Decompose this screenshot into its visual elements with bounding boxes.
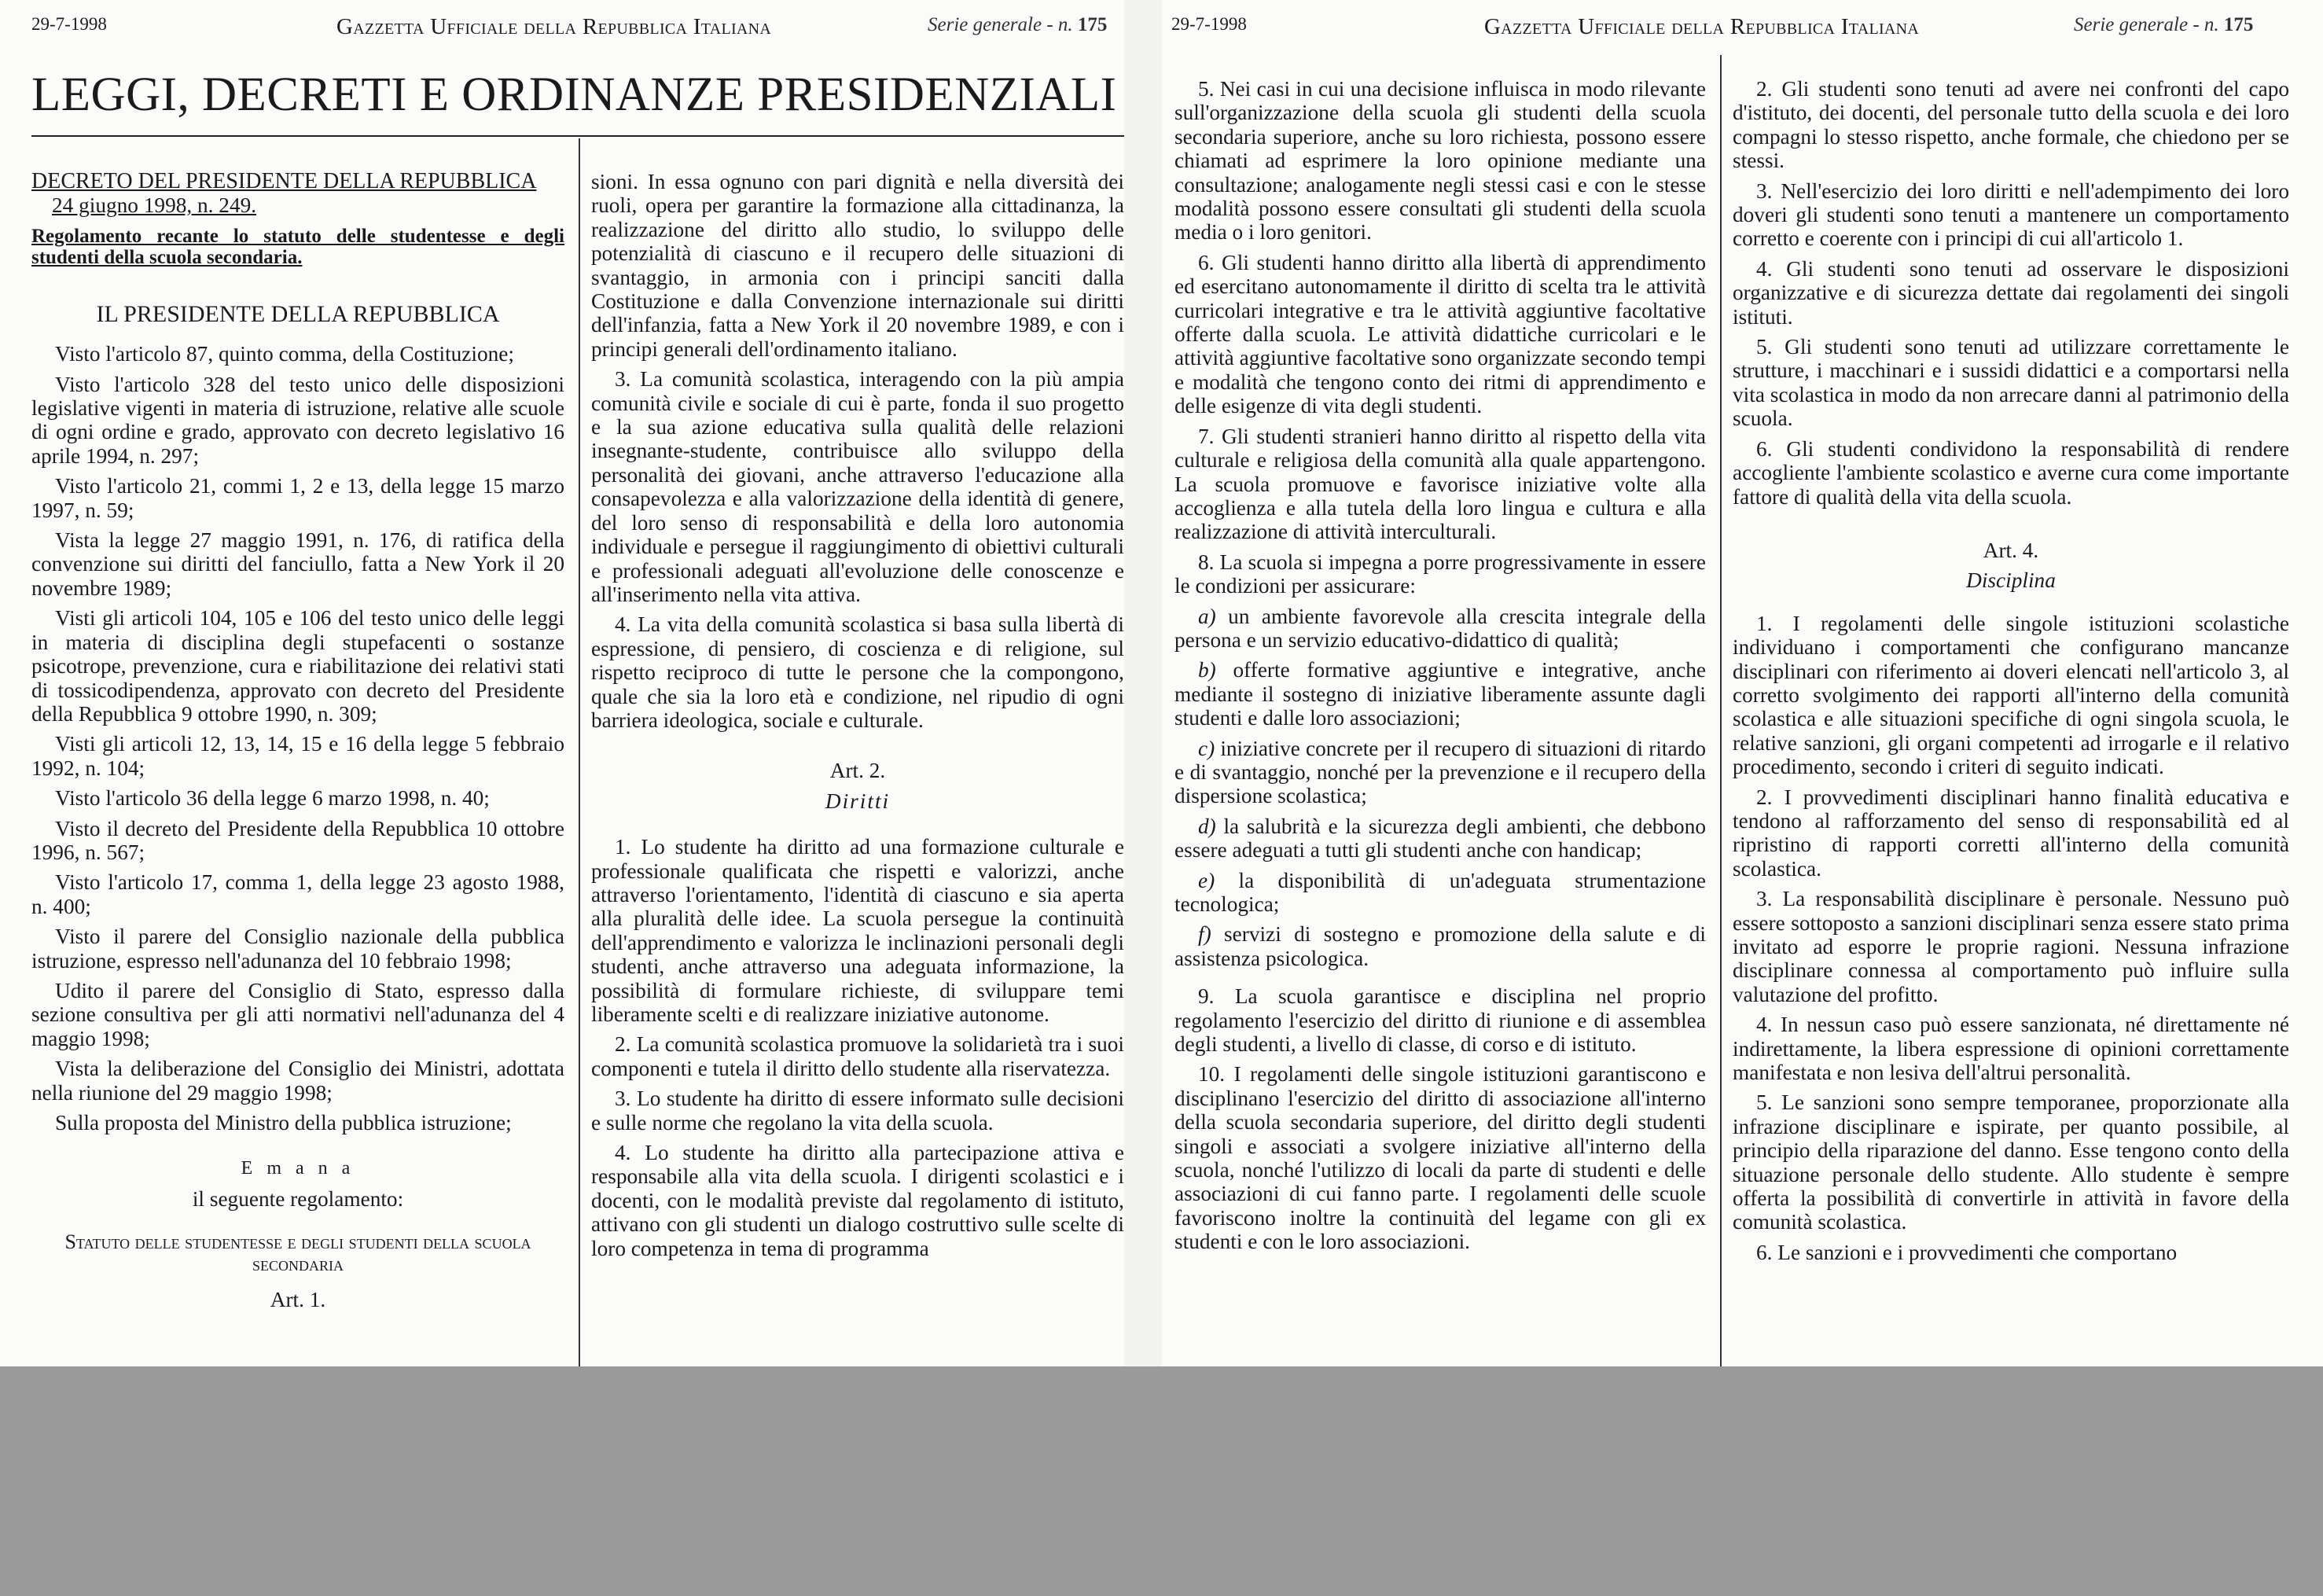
column-separator	[579, 138, 580, 1366]
left-page	[0, 0, 1124, 1366]
right-column-2	[1733, 77, 2289, 1271]
paragraph: 4. La vita della comunità scolastica si basa sulla libertà di espressione, di pensiero, di coscienza e di religione, sul rispetto reciproco di tutte le persone che la compongono, quale che sia la loro età e condizione, nel ripudio di ogni barriera ideologica, sociale e culturale.	[591, 612, 1124, 732]
recital: Visti gli articoli 104, 105 e 106 del testo unico delle leggi in materia di disciplina degli stupefacenti o sostanze psicotrope, prevenzione, cura e riabilitazione dei relativi stati di tossicodipendenza, approvato con decreto del Presidente della Repubblica 9 ottobre 1990, n. 309;	[31, 606, 564, 726]
decree-date-line	[52, 193, 564, 217]
paragraph: 6. Gli studenti condividono la responsabilità di rendere accogliente l'ambiente scolastico e averne cura come importante fattore di qualità della vita della scuola.	[1733, 436, 2289, 509]
header-gazette-title: Gazzetta Ufficiale della Repubblica Italiana	[336, 14, 772, 39]
recital: Visto l'articolo 17, comma 1, della legge 23 agosto 1988, n. 400;	[31, 870, 564, 918]
list-item-letter: a)	[1198, 604, 1216, 628]
paragraph: 8. La scuola si impegna a porre progressivamente in essere le condizioni per assicurare:	[1174, 550, 1706, 598]
paragraph: 3. Nell'esercizio dei loro diritti e nell'adempimento dei loro doveri gli studenti sono tenuti a mantenere un comportamento corretto e coerente con i principi di cui all'articolo 1.	[1733, 178, 2289, 251]
title-rule	[31, 135, 1124, 137]
list-item-letter: d)	[1198, 814, 1216, 838]
paragraph: 2. La comunità scolastica promuove la solidarietà tra i suoi componenti e tutela il diritto dello studente alla riservatezza.	[591, 1032, 1124, 1080]
paragraph: 10. I regolamenti delle singole istituzioni garantiscono e disciplinano l'esercizio del diritto di associazione all'interno della scuola secondaria superiore, del diritto degli studenti singoli e associati a svolgere iniziative all'interno della scuola, nonché l'utilizzo di locali da parte di studenti e delle associazioni di cui fanno parte. I regolamenti delle scuole favoriscono inoltre la continuità del legame con gli ex studenti e con le loro associazioni.	[1174, 1062, 1706, 1254]
list-item-text: la disponibilità di un'adeguata strumentazione tecnologica;	[1174, 868, 1706, 916]
recital: Visto il parere del Consiglio nazionale della pubblica istruzione, espresso nell'adunanza del 10 febbraio 1998;	[31, 925, 564, 973]
page-gutter	[1124, 0, 1162, 1366]
paragraph: 3. La responsabilità disciplinare è personale. Nessuno può essere sottoposto a sanzioni disciplinari senza essere stato prima invitato ad esporre le proprie ragioni. Nessuna infrazione disciplinare connessa al comportamento può influire sulla valutazione del profitto.	[1733, 887, 2289, 1006]
list-item	[1174, 737, 1706, 808]
decree-heading: DECRETO DEL PRESIDENTE DELLA REPUBBLICA	[31, 169, 537, 193]
paragraph: 3. Lo studente ha diritto di essere informato sulle decisioni e sulle norme che regolano la vita della scuola.	[591, 1087, 1124, 1134]
paragraph: 7. Gli studenti stranieri hanno diritto al rispetto della vita culturale e religiosa della comunità alla quale appartengono. La scuola promuove e favorisce iniziative volte alla accoglienza e alla tutela della loro lingua e cultura e alla realizzazione di attività interculturali.	[1174, 424, 1706, 544]
header-date: 29-7-1998	[31, 14, 107, 34]
header-series-label: Serie generale - n.	[928, 14, 1073, 35]
recital: Sulla proposta del Ministro della pubblica istruzione;	[55, 1111, 512, 1134]
header-series-label: Serie generale - n.	[2074, 14, 2219, 35]
recital: Visto l'articolo 21, commi 1, 2 e 13, della legge 15 marzo 1997, n. 59;	[31, 474, 564, 522]
paragraph: 2. I provvedimenti disciplinari hanno finalità educativa e tendono al rafforzamento del senso di responsabilità ed al ripristino di rapporti corretti all'interno della comunità scolastica.	[1733, 785, 2289, 881]
recital: Visti gli articoli 12, 13, 14, 15 e 16 della legge 5 febbraio 1992, n. 104;	[31, 732, 564, 780]
header-gazette-title: Gazzetta Ufficiale della Repubblica Italiana	[1484, 14, 1920, 39]
left-column-2	[591, 170, 1124, 1267]
list-item-text: un ambiente favorevole alla crescita integrale della persona e un servizio educativo-didattico di qualità;	[1174, 604, 1706, 652]
list-item-letter: c)	[1198, 736, 1215, 760]
article-1-heading: Art. 1.	[270, 1288, 326, 1312]
right-running-header	[1162, 14, 2323, 46]
right-page	[1162, 0, 2323, 1366]
paragraph: 4. Gli studenti sono tenuti ad osservare le disposizioni organizzative e di sicurezza dettate dai regolamenti dei singoli istituti.	[1733, 256, 2289, 329]
list-item	[1174, 815, 1706, 862]
emana-heading: E m a n a	[241, 1158, 355, 1179]
list-item-text: iniziative concrete per il recupero di situazioni di ritardo e di svantaggio, nonché per la prevenzione e il recupero della dispersione scolastica;	[1174, 736, 1706, 808]
list-item-text: servizi di sostegno e promozione della salute e di assistenza psicologica.	[1174, 922, 1706, 970]
list-item-text: offerte formative aggiuntive e integrative, anche mediante il sostegno di iniziative liberamente assunte dagli studenti e dalle loro associazioni;	[1174, 658, 1707, 730]
list-item	[1174, 658, 1706, 730]
list-item	[1174, 869, 1706, 917]
paragraph: 3. La comunità scolastica, interagendo con la più ampia comunità civile e sociale di cui è parte, fonda il suo progetto e la sua azione educativa sulla qualità delle relazioni insegnante-studente, contribuisce allo sviluppo della personalità dei giovani, anche attraverso l'educazione alla consapevolezza e alla valorizzazione della identità di genere, del loro senso di responsabilità e della loro autonomia individuale e persegue il raggiungimento di obiettivi culturali e professionali adeguati all'evoluzione delle conoscenze e all'inserimento nella vita attiva.	[591, 367, 1124, 606]
recital: Visto il decreto del Presidente della Repubblica 10 ottobre 1996, n. 567;	[31, 816, 564, 864]
header-series	[2074, 14, 2253, 36]
recital: Vista la legge 27 maggio 1991, n. 176, di ratifica della convenzione sui diritti del fanciullo, fatta a New York il 20 novembre 1989;	[31, 528, 564, 600]
article-4-title: Disciplina	[1966, 568, 2056, 593]
paragraph: 6. Gli studenti hanno diritto alla libertà di apprendimento ed esercitano autonomamente il diritto di scelta tra le attività curricolari integrative e tra le attività aggiuntive facoltative offerte dalla scuola. Le attività didattiche curricolari e le attività aggiuntive facoltative sono organizzate secondo tempi e modalità che tengono conto dei ritmi di apprendimento e delle esigenze di vita degli studenti.	[1174, 250, 1706, 418]
list-item-letter: e)	[1198, 868, 1215, 892]
left-running-header	[0, 14, 1124, 46]
paragraph: 5. Le sanzioni sono sempre temporanee, proporzionate alla infrazione disciplinare e ispirate, per quanto possibile, al principio della riparazione del danno. Esse tengono conto della situazione personale dello studente. Allo studente è sempre offerta la possibilità di convertirle in attività in favore della comunità scolastica.	[1733, 1090, 2289, 1234]
header-series	[928, 14, 1107, 36]
statute-title: Statuto delle studentesse e degli studenti della scuola secondaria	[64, 1230, 531, 1276]
paragraph: 2. Gli studenti sono tenuti ad avere nei confronti del capo d'istituto, dei docenti, del personale tutto della scuola e dei loro compagni lo stesso rispetto, anche formale, che chiedono per se stessi.	[1733, 77, 2289, 173]
list-item-letter: f)	[1198, 922, 1211, 947]
recital: Udito il parere del Consiglio di Stato, espresso dalla sezione consultiva per gli atti normativi nell'adunanza del 4 maggio 1998;	[31, 978, 564, 1050]
list-item	[1174, 605, 1706, 653]
header-date: 29-7-1998	[1171, 14, 1247, 34]
paragraph: 1. Lo studente ha diritto ad una formazione culturale e professionale qualificata che rispetti e valorizzi, anche attraverso l'orientamento, l'identità di ciascuno e sia aperta alla pluralità delle idee. La scuola persegue la continuità dell'apprendimento e valorizza le inclinazioni personali degli studenti, anche attraverso una adeguata informazione, la possibilità di formulare richieste, di sviluppare temi liberamente scelti e di realizzare iniziative autonome.	[591, 835, 1124, 1026]
regulation-title: Regolamento recante lo statuto delle studentesse e degli studenti della scuola secondaria.	[31, 225, 564, 268]
article-4-heading: Art. 4.	[1983, 538, 2039, 562]
list-item	[1174, 922, 1706, 970]
article-2-heading: Art. 2.	[829, 759, 886, 783]
paragraph: sioni. In essa ognuno con pari dignità e nella diversità dei ruoli, opera per garantire la formazione alla cittadinanza, la realizzazione del diritto allo studio, lo sviluppo delle potenzialità di ciascuno e il recupero delle situazioni di svantaggio, in armonia con i principi sanciti dalla Costituzione e dalla Convenzione internazionale sui diritti dell'infanzia, fatta a New York il 20 novembre 1989, e con i principi generali dell'ordinamento italiano.	[591, 170, 1124, 361]
paragraph: 6. Le sanzioni e i provvedimenti che comportano	[1756, 1240, 2178, 1264]
recital: Visto l'articolo 36 della legge 6 marzo 1998, n. 40;	[55, 786, 490, 811]
paragraph: 4. In nessun caso può essere sanzionata, né direttamente né indirettamente, la libera espressione di opinioni correttamente manifestata e non lesiva dell'altrui personalità.	[1733, 1013, 2289, 1085]
left-column-1	[31, 170, 564, 1318]
paragraph: 5. Gli studenti sono tenuti ad utilizzare correttamente le strutture, i macchinari e i sussidi didattici e a comportarsi nella vita scolastica in modo da non arrecare danni al patrimonio della scuola.	[1733, 335, 2289, 431]
paragraph: 4. Lo studente ha diritto alla partecipazione attiva e responsabile alla vita della scuola. I dirigenti scolastici e i docenti, con le modalità previste dal regolamento di istituto, attivano con gli studenti un dialogo costruttivo sulle scelte di loro competenza in tema di programma	[591, 1141, 1124, 1260]
paragraph: 5. Nei casi in cui una decisione influisca in modo rilevante sull'organizzazione della scuola gli studenti della scuola secondaria superiore, anche su loro richiesta, possono essere chiamati ad esprimere la loro opinione mediante una consultazione; analogamente negli stessi casi e con le stesse modalità possono essere consultati gli studenti della scuola media o i loro genitori.	[1174, 77, 1706, 245]
section-title: LEGGI, DECRETI E ORDINANZE PRESIDENZIALI	[31, 68, 1117, 121]
list-item-letter: b)	[1198, 658, 1216, 682]
right-column-1	[1174, 77, 1706, 1260]
recital: Visto l'articolo 87, quinto comma, della Costituzione;	[55, 342, 515, 366]
recital: Vista la deliberazione del Consiglio dei Ministri, adottata nella riunione del 29 maggio 1998;	[31, 1057, 564, 1105]
president-heading: IL PRESIDENTE DELLA REPUBBLICA	[96, 300, 500, 327]
paragraph: 1. I regolamenti delle singole istituzioni scolastiche individuano i comportamenti che configurano mancanze disciplinari con riferimento ai doveri elencati nell'articolo 3, al corretto svolgimento dei rapporti all'interno della comunità scolastica e alle situazioni specifiche di ogni singola scuola, le relative sanzioni, gli organi competenti ad irrogarle e il relativo procedimento, secondo i criteri di seguito indicati.	[1733, 611, 2289, 779]
article-2-title: Diritti	[825, 789, 891, 813]
recital: Visto l'articolo 328 del testo unico delle disposizioni legislative vigenti in materia di istruzione, relative alle scuole di ogni ordine e grado, approvato con decreto legislativo 16 aprile 1994, n. 297;	[31, 372, 564, 468]
paragraph: 9. La scuola garantisce e disciplina nel proprio regolamento l'esercizio del diritto di riunione e di assemblea degli studenti, a livello di classe, di corso e di istituto.	[1174, 984, 1706, 1057]
list-item-text: la salubrità e la sicurezza degli ambienti, che debbono essere adeguati a tutti gli studenti anche con handicap;	[1174, 814, 1706, 862]
header-series-number: 175	[1077, 14, 1108, 35]
scanner-background	[0, 1366, 2323, 1596]
decree-date: 24 giugno 1998, n. 249.	[52, 193, 257, 218]
column-separator	[1720, 55, 1722, 1366]
regolamento-intro: il seguente regolamento:	[192, 1186, 404, 1211]
header-series-number: 175	[2223, 14, 2254, 35]
